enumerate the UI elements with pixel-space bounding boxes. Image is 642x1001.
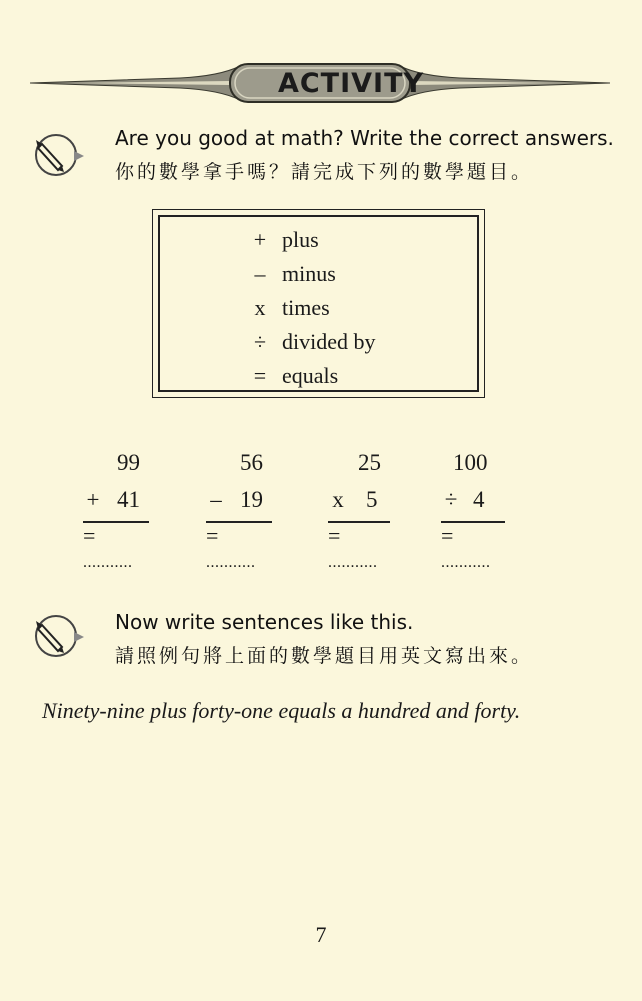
answer-blank[interactable]: ........... [83,554,133,571]
legend-symbol: ÷ [253,329,267,354]
pencil-icon [32,130,90,180]
math-problem [83,450,163,580]
instruction-english: Are you good at math? Write the correct answers. [115,126,614,150]
legend-word: times [282,295,330,320]
legend-symbol: x [254,295,266,320]
problem-top-number: 56 [240,450,263,475]
example-sentence: Ninety-nine plus forty-one equals a hundred and forty. [42,698,521,723]
operator-legend-box [152,209,485,398]
legend-word: minus [282,261,336,286]
problem-top-number: 99 [117,450,140,475]
problem-operator: – [210,487,222,512]
answer-blank[interactable]: ........... [328,554,378,571]
math-problem [328,450,408,580]
answer-blank[interactable]: ........... [441,554,491,571]
legend-word: divided by [282,329,376,354]
problem-equals: = [328,523,341,548]
problem-bottom-number: 5 [366,487,378,512]
problem-bottom-number: 19 [240,487,263,512]
problem-top-number: 25 [358,450,381,475]
legend-symbol: + [253,227,267,252]
legend-inner-frame [158,215,479,392]
legend-symbol: – [254,261,266,286]
legend-word: equals [282,363,339,388]
banner-title: ACTIVITY [277,67,425,99]
legend-word: plus [282,227,319,252]
problem-equals: = [441,523,454,548]
instruction-english-2: Now write sentences like this. [115,610,414,634]
problem-equals: = [83,523,96,548]
instruction-chinese-2: 請照例句將上面的數學題目用英文寫出來。 [115,645,534,667]
instruction-chinese: 你的數學拿手嗎？請完成下列的數學題目。 [115,161,534,183]
problem-operator: x [332,487,344,512]
problem-top-number: 100 [453,450,488,475]
legend-symbol: = [253,363,267,388]
activity-banner [30,58,610,108]
problem-operator: ÷ [444,487,458,512]
answer-blank[interactable]: ........... [206,554,256,571]
math-problem [441,450,521,580]
pencil-icon [32,611,90,661]
page-number: 7 [315,922,327,947]
problem-operator: + [86,487,100,512]
problem-bottom-number: 41 [117,487,140,512]
problem-equals: = [206,523,219,548]
problem-bottom-number: 4 [473,487,485,512]
math-problem [206,450,286,580]
